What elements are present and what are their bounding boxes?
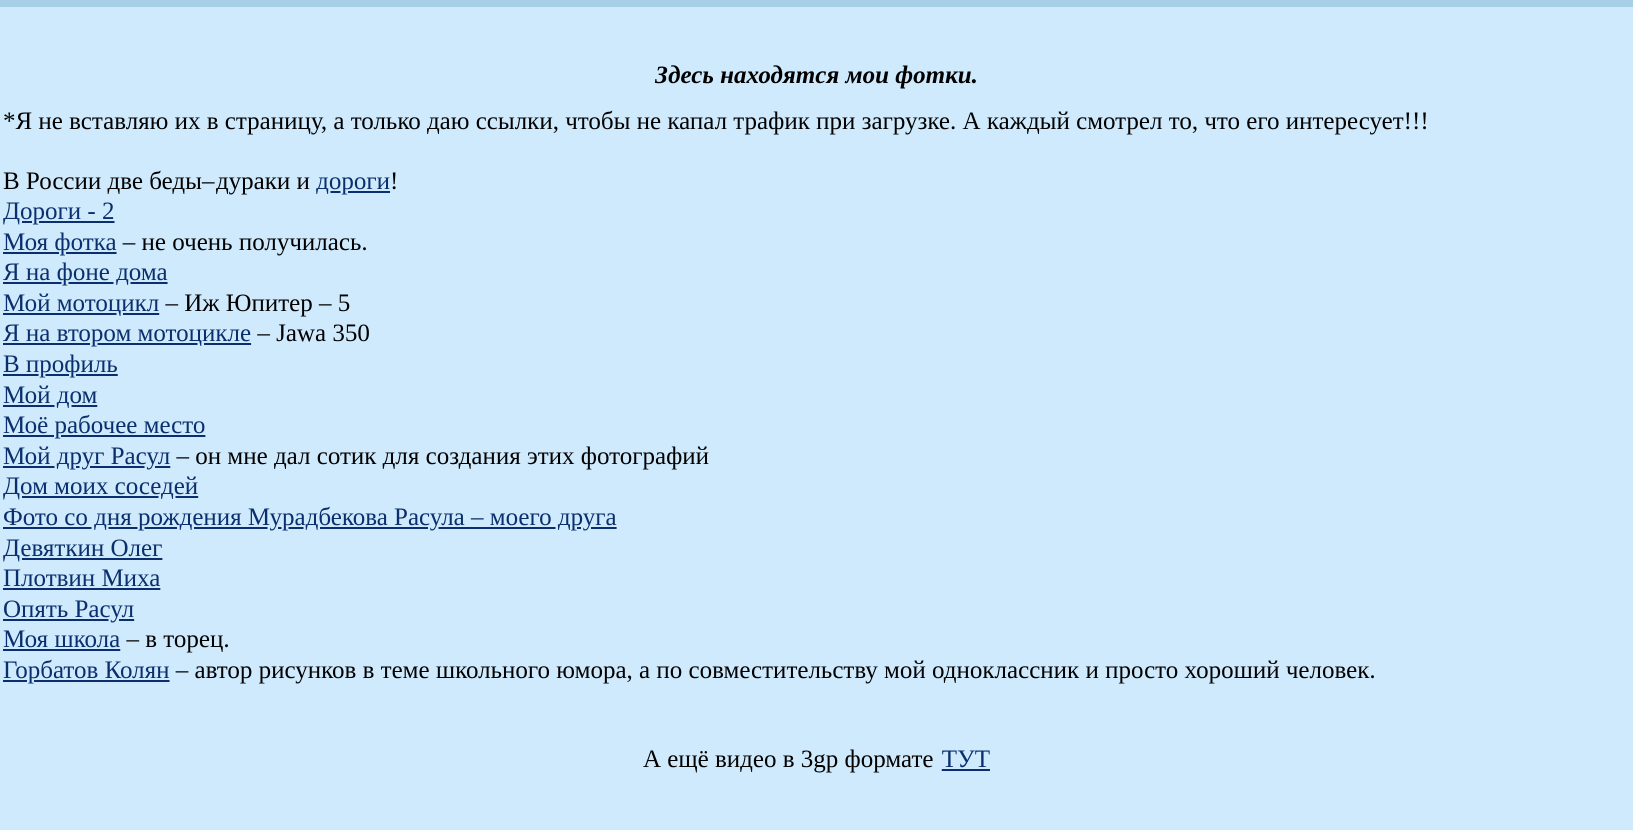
link-dorogi[interactable]: дороги: [316, 167, 391, 195]
page-title: Здесь находятся мои фотки.: [655, 62, 978, 89]
photo-links-list: [3, 167, 1633, 687]
list-item: [3, 411, 1633, 442]
list-item-text: – автор рисунков в теме школьного юмора, а по совместительству мой одноклассник и просто хороший человек.: [169, 657, 1376, 684]
link-opyat-rasul[interactable]: Опять Расул: [3, 595, 135, 623]
link-video-tut[interactable]: ТУТ: [941, 746, 990, 773]
list-item: [3, 381, 1633, 412]
intro-before: В России две беды: [3, 167, 202, 195]
list-item: [3, 350, 1633, 381]
document-content: [0, 7, 1633, 687]
list-item: [3, 197, 1633, 228]
link-moyo-rabochee-mesto[interactable]: Моё рабочее место: [3, 412, 206, 440]
link-ya-na-vtorom-motocikle[interactable]: Я на втором мотоцикле: [3, 320, 252, 348]
list-item-text: – Иж Юпитер – 5: [159, 289, 351, 317]
spacer: [0, 137, 1633, 167]
link-moya-fotka[interactable]: Моя фотка: [3, 228, 117, 256]
list-item: [3, 289, 1633, 320]
footer-text: А ещё видео в 3gp формате: [643, 746, 934, 773]
link-moy-dom[interactable]: Мой дом: [3, 381, 98, 409]
list-item: [3, 564, 1633, 595]
list-item: [3, 534, 1633, 565]
link-ya-na-fone-doma[interactable]: Я на фоне дома: [3, 259, 168, 287]
list-item: [3, 258, 1633, 289]
intro-after: !: [390, 167, 399, 195]
list-item: [3, 472, 1633, 503]
intro-line: [3, 167, 1633, 198]
link-gorbatov-kolyan[interactable]: Горбатов Колян: [3, 657, 170, 684]
list-item-text: – он мне дал сотик для создания этих фотографий: [170, 442, 710, 470]
list-item-text: – в торец.: [120, 626, 230, 654]
list-item: [3, 503, 1633, 534]
list-item: [3, 442, 1633, 473]
list-item: [3, 625, 1633, 656]
link-v-profil[interactable]: В профиль: [3, 351, 118, 379]
list-item-text: – Jawa 350: [251, 320, 370, 348]
link-foto-so-dnya-rozhdeniya[interactable]: Фото со дня рождения Мурадбекова Расула – моего друга: [3, 504, 617, 532]
list-item: [3, 319, 1633, 350]
list-item: [3, 656, 1633, 687]
footer-line: [0, 745, 1633, 775]
link-dorogi-2[interactable]: Дороги - 2: [3, 198, 115, 226]
link-moya-shkola[interactable]: Моя школа: [3, 626, 121, 654]
link-moy-motocikl[interactable]: Мой мотоцикл: [3, 289, 160, 317]
list-item: [3, 595, 1633, 626]
link-moy-drug-rasul[interactable]: Мой друг Расул: [3, 442, 171, 470]
intro-middle: дураки и: [215, 167, 317, 195]
list-item: [3, 228, 1633, 259]
link-plotvin-miha[interactable]: Плотвин Миха: [3, 565, 161, 593]
intro-dash: –: [201, 167, 215, 195]
intro-note: *Я не вставляю их в страницу, а только даю ссылки, чтобы не капал трафик при загрузке. А каждый смотрел то, что его интересует!!!: [3, 107, 1429, 135]
link-devyatkin-oleg[interactable]: Девяткин Олег: [3, 534, 163, 562]
list-item-text: – не очень получилась.: [116, 228, 368, 256]
link-dom-moih-sosedey[interactable]: Дом моих соседей: [3, 473, 199, 501]
top-band: [0, 0, 1633, 7]
